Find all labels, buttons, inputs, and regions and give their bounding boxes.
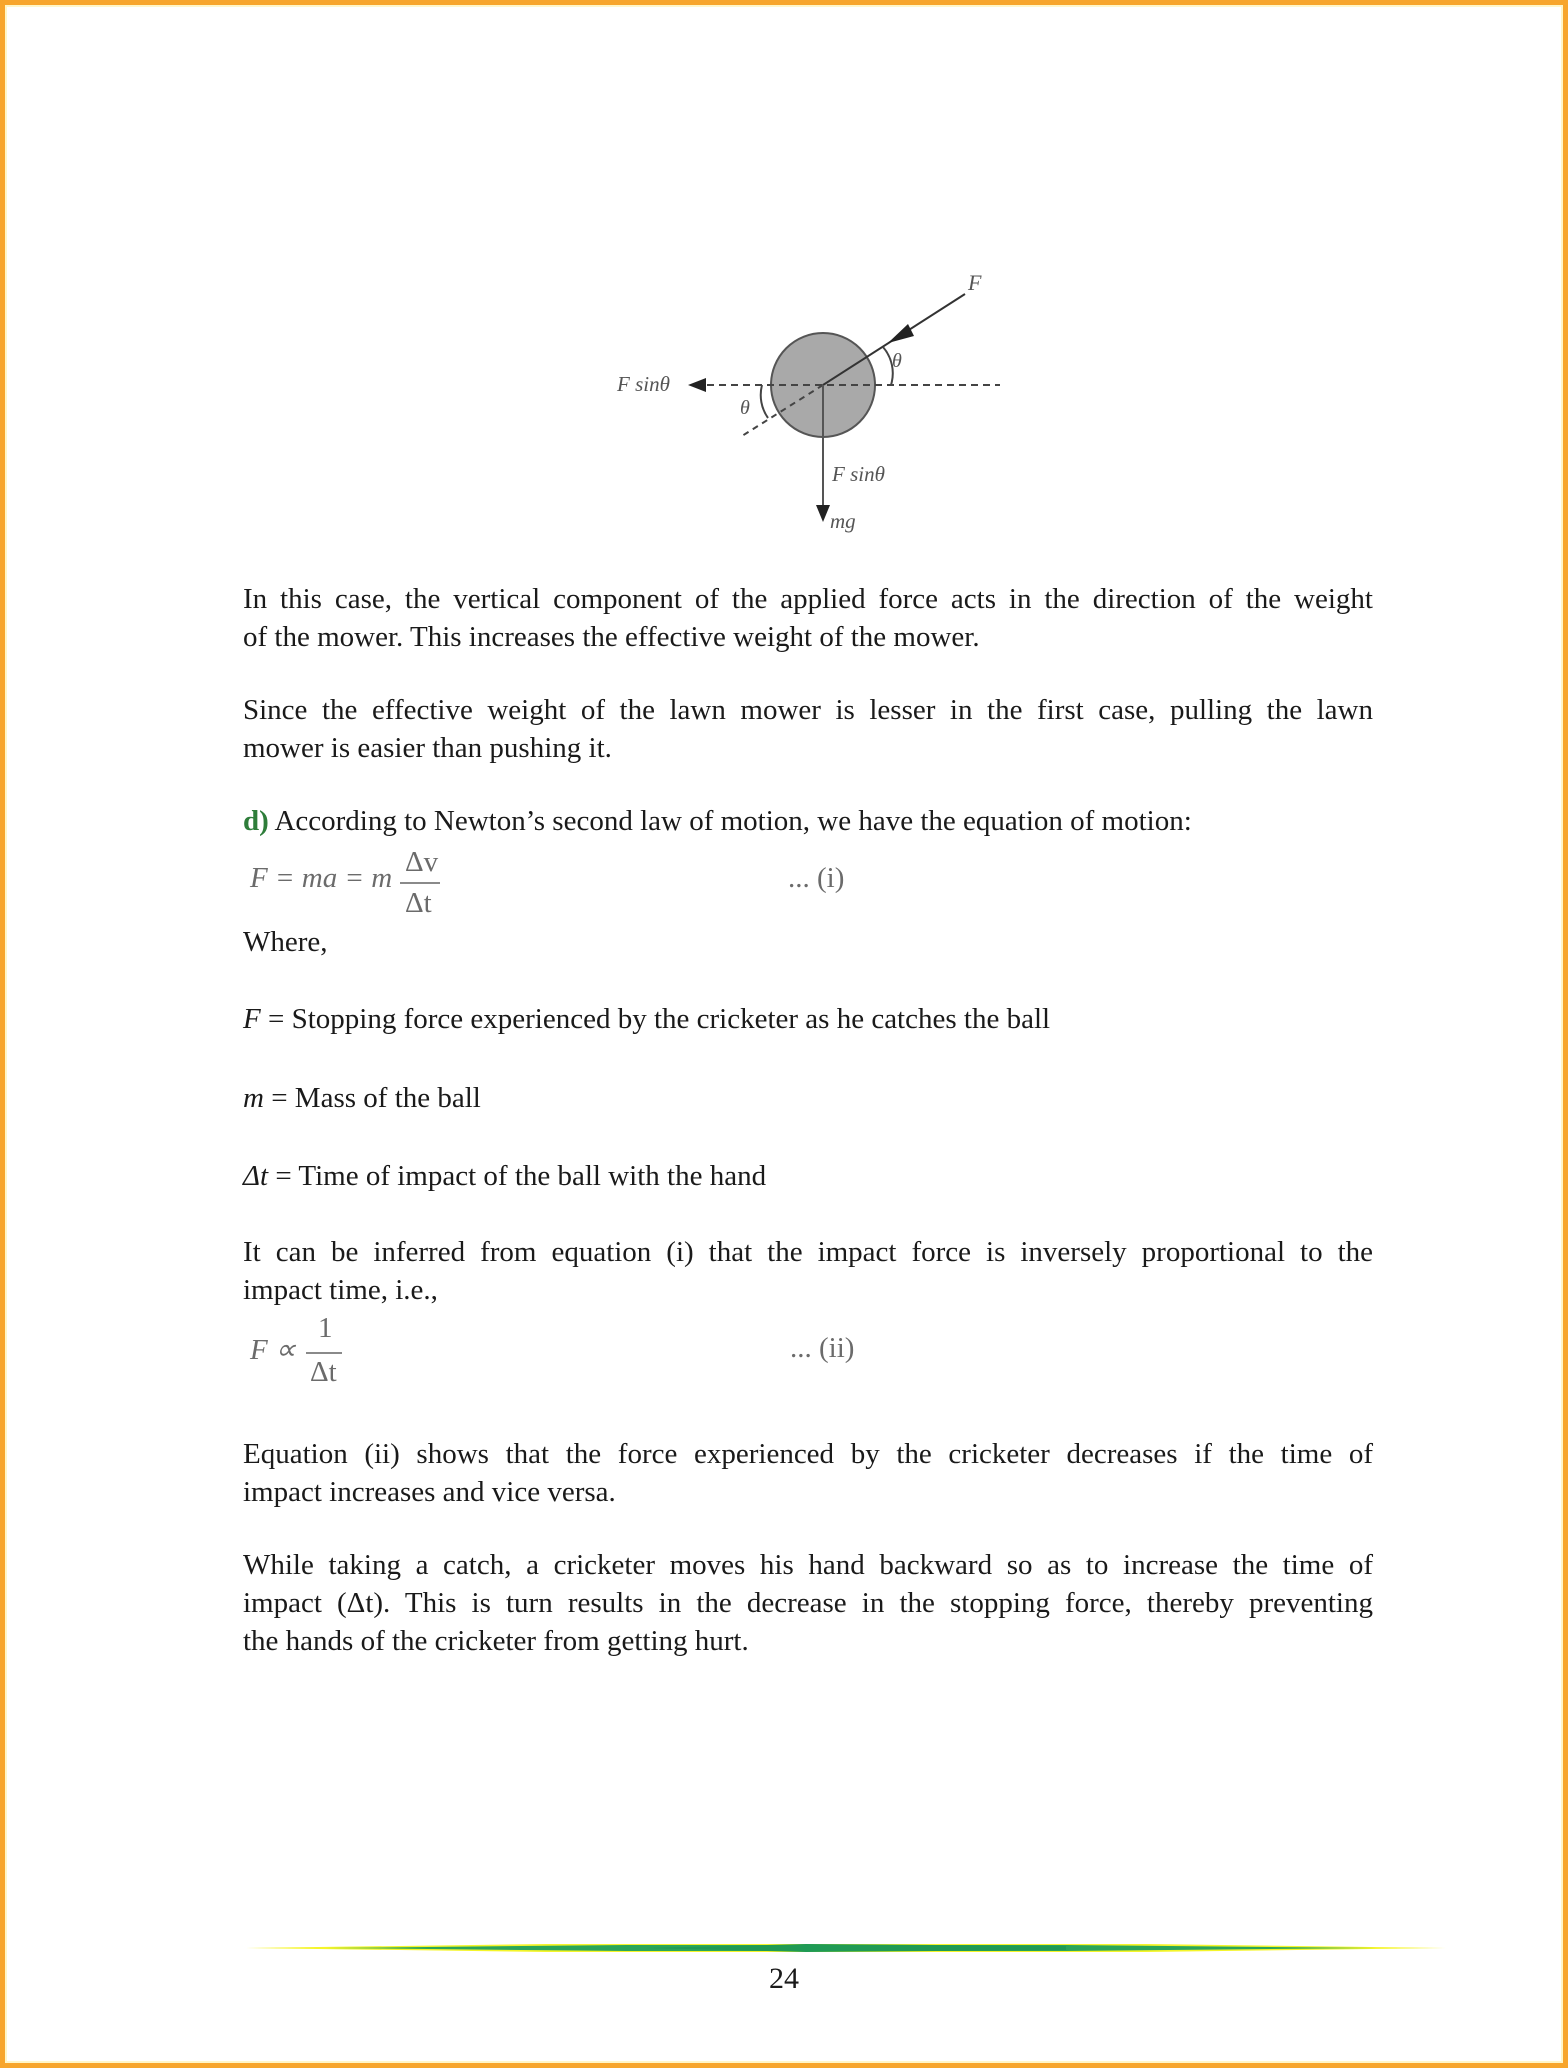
- where-label: Where,: [243, 926, 328, 958]
- paragraph-5-line-3: the hands of the cricketer from getting hurt.: [243, 1625, 749, 1657]
- equation-2-lhs: F ∝: [250, 1334, 296, 1366]
- equation-1-numerator: Δv: [405, 846, 439, 878]
- equation-1-number: ... (i): [788, 862, 845, 894]
- paragraph-1-line-2: of the mower. This increases the effective weight of the mower.: [243, 621, 980, 653]
- definition-symbol: F: [243, 1003, 261, 1035]
- definition-text: = Mass of the ball: [263, 1082, 481, 1114]
- definition-force: [243, 1000, 1373, 1038]
- equation-2-number: ... (ii): [790, 1332, 855, 1364]
- label-vertical-component: F sinθ: [832, 462, 885, 486]
- paragraph-3-line-1: It can be inferred from equation (i) that the impact force is inversely proportional to the: [243, 1236, 1373, 1268]
- force-diagram: [600, 260, 1020, 540]
- label-weight: mg: [830, 509, 856, 533]
- definition-time: [243, 1157, 1373, 1195]
- paragraph-1-line-1: In this case, the vertical component of the applied force acts in the direction of the weight: [243, 583, 1373, 615]
- equation-2-fraction-bar: [306, 1352, 342, 1354]
- applied-force-arrowhead-icon: [888, 324, 914, 343]
- definition-text: = Time of impact of the ball with the hand: [268, 1160, 767, 1192]
- definition-symbol: m: [243, 1082, 264, 1114]
- definition-symbol: Δt: [243, 1160, 269, 1192]
- horizontal-arrowhead-icon: [688, 378, 706, 392]
- paragraph-5-line-2: impact (Δt). This is turn results in the decrease in the stopping force, thereby preventing: [243, 1587, 1373, 1619]
- paragraph-2-line-2: mower is easier than pushing it.: [243, 732, 612, 764]
- label-angle-left: θ: [740, 397, 750, 419]
- label-angle-top: θ: [892, 350, 902, 372]
- paragraph-3-line-2: impact time, i.e.,: [243, 1274, 438, 1306]
- paragraph-2-line-1: Since the effective weight of the lawn mower is lesser in the first case, pulling the lawn: [243, 694, 1373, 726]
- equation-1-lhs: F = ma = m: [250, 862, 393, 894]
- part-d-line: [243, 802, 1373, 840]
- page-number: 24: [769, 1962, 799, 1995]
- part-d-label: d): [243, 805, 269, 837]
- definition-mass: [243, 1079, 1373, 1117]
- equation-1-fraction-bar: [400, 882, 440, 884]
- label-applied-force: F: [968, 270, 982, 295]
- paragraph-4-line-2: impact increases and vice versa.: [243, 1476, 616, 1508]
- equation-2-denominator: Δt: [310, 1356, 337, 1388]
- equation-2-numerator: 1: [318, 1312, 333, 1344]
- label-horizontal-component: F sinθ: [617, 372, 670, 396]
- paragraph-4-line-1: Equation (ii) shows that the force experienced by the cricketer decreases if the time of: [243, 1438, 1373, 1470]
- paragraph-5-line-1: While taking a catch, a cricketer moves his hand backward so as to increase the time of: [243, 1549, 1373, 1581]
- definition-text: = Stopping force experienced by the cricketer as he catches the ball: [260, 1003, 1051, 1035]
- equation-1-denominator: Δt: [405, 887, 432, 919]
- part-d-text: According to Newton’s second law of motion, we have the equation of motion:: [268, 805, 1192, 837]
- weight-arrowhead-icon: [816, 505, 830, 522]
- footer-divider: [246, 1940, 1446, 1956]
